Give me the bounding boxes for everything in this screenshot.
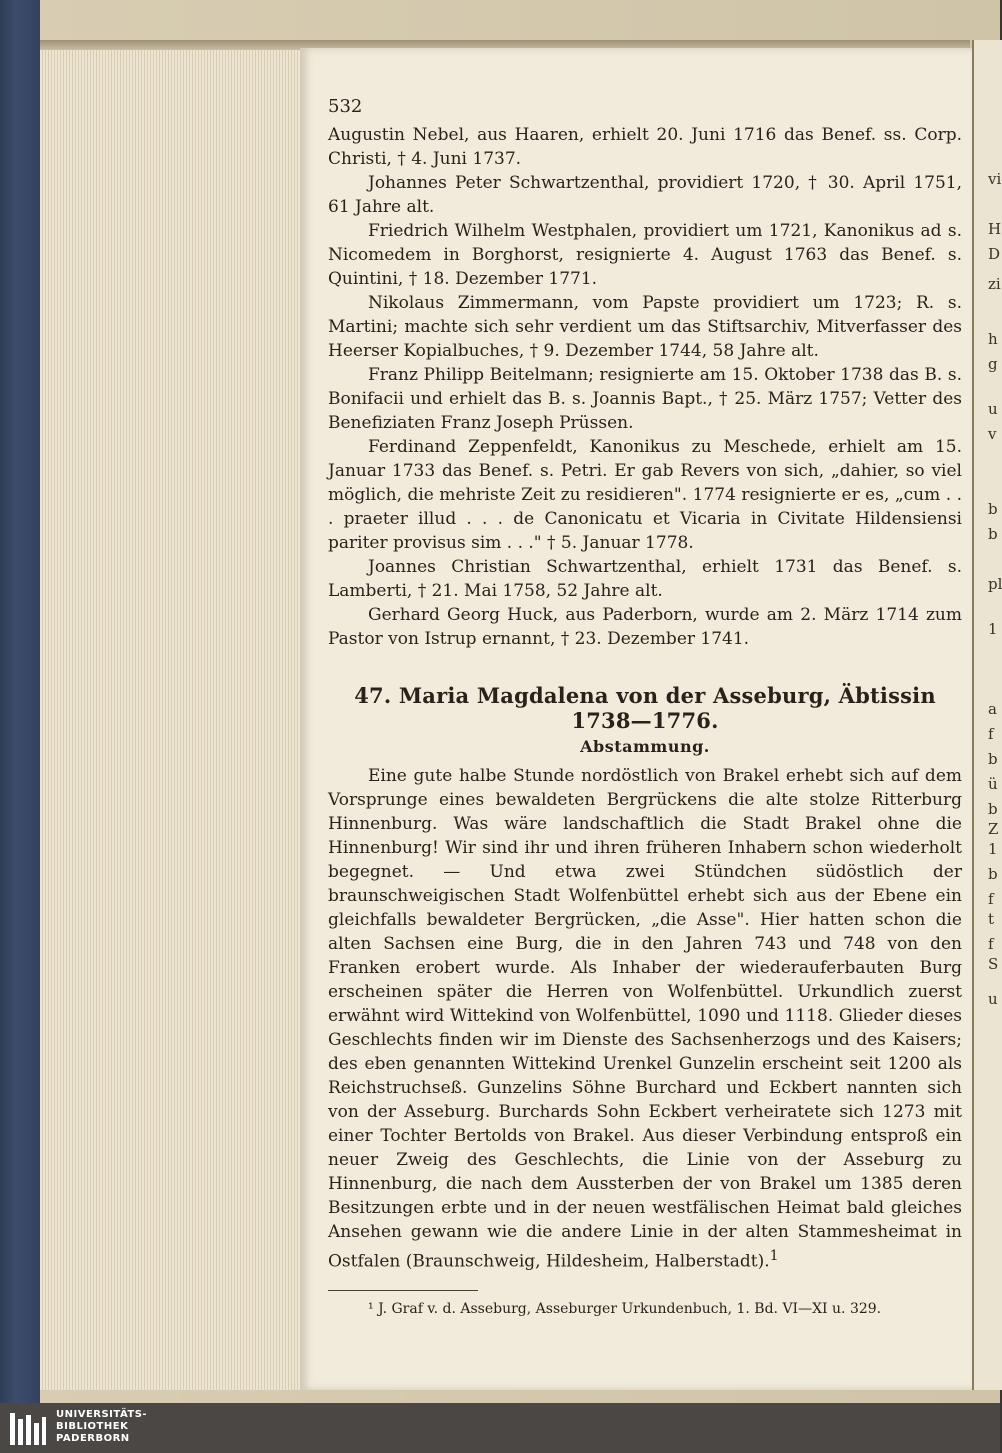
- next-page-fragment: h: [988, 330, 998, 348]
- next-page-fragment: Z: [988, 820, 999, 838]
- entry-paragraph: Augustin Nebel, aus Haaren, erhielt 20. Juni 1716 das Benef. ss. Corp. Christi, † 4. Juni 1737.: [328, 125, 962, 169]
- next-page-fragment: f: [988, 935, 994, 953]
- page-text: [328, 96, 962, 1319]
- next-page-fragment: u: [988, 990, 998, 1008]
- library-name-line: BIBLIOTHEK: [56, 1421, 129, 1432]
- next-page-fragment: vi: [988, 170, 1002, 188]
- next-page-fragment: f: [988, 725, 994, 743]
- next-page-fragment: H: [988, 220, 1002, 238]
- entry-paragraph: Johannes Peter Schwartzenthal, providiert 1720, † 30. April 1751, 61 Jahre alt.: [328, 173, 962, 217]
- next-page-fragment: b: [988, 525, 998, 543]
- next-page-fragment: 1: [988, 840, 998, 858]
- next-page-fragment: ü: [988, 775, 998, 793]
- section-body: [328, 764, 962, 1274]
- next-page-fragment: zi: [988, 275, 1001, 293]
- page-edges: [40, 50, 309, 1390]
- page-number: 532: [328, 96, 363, 117]
- next-page-fragment: pl: [988, 575, 1002, 593]
- next-page-fragment: g: [988, 355, 998, 373]
- entry-paragraph: Friedrich Wilhelm Westphalen, providiert um 1721, Kanonikus ad s. Nicomedem in Borghorst, resignierte 4. August 1763 das Benef. s. Quintini, † 18. Dezember 1771.: [328, 221, 962, 289]
- next-page-fragment: b: [988, 800, 998, 818]
- next-page-fragment: 1: [988, 620, 998, 638]
- library-footer: [0, 1403, 1000, 1453]
- next-page-fragment: a: [988, 700, 997, 718]
- next-page-fragment: D: [988, 245, 1001, 263]
- library-logo-icon: [8, 1411, 48, 1447]
- next-page-fragment: v: [988, 425, 997, 443]
- section-subheading: Abstammung.: [580, 737, 710, 756]
- footnote-ref: 1: [769, 1248, 779, 1264]
- next-page-fragment: S: [988, 955, 999, 973]
- book-binding: [0, 0, 40, 1403]
- footnote-rule: [328, 1290, 478, 1291]
- next-page-fragment: b: [988, 865, 998, 883]
- section-body-text: Eine gute halbe Stunde nordöstlich von Brakel erhebt sich auf dem Vorsprunge eines bewaldeten Bergrückens die alte stolze Ritterburg Hinnenburg. Was wäre landschaftlich die Stadt Brakel ohne die Hinnenburg! Wir sind ihr und ihren früheren Inhabern schon wiederholt begegnet. — Und etwa zwei Stündchen südöstlich der braunschweigischen Stadt Wolfenbüttel erhebt sich aus der Ebene ein gleichfalls bewaldeter Bergrücken, „die Asse". Hier hatten schon die alten Sachsen eine Burg, die in den Jahren 743 und 748 von den Franken erobert wurde. Als Inhaber der wiederauferbauten Burg erscheinen später die Herren von Wolfenbüttel. Urkundlich zuerst erwähnt wird Wittekind von Wolfenbüttel, 1090 und 1118. Glieder dieses Geschlechts finden wir im Dienste des Sachsenherzogs und des Kaisers; des eben genannten Wittekind Urenkel Gunzelin erscheint seit 1200 als Reichstruchseß. Gunzelins Söhne Burchard und Eckbert nannten sich von der Asseburg. Burchards Sohn Eckbert verheiratete sich 1273 mit einer Tochter Bertolds von Brakel. Aus dieser Verbindung entsproß ein neuer Zweig des Geschlechts, die Linie von der Asseburg zu Hinnenburg, die nach dem Aussterben der von Brakel um 1385 deren Besitzungen erbte und in der neuen westfälischen Heimat bald gleiches Ansehen gewann wie die andere Linie in der alten Stammesheimat in Ostfalen (Braunschweig, Hildesheim, Halberstadt).: [328, 766, 962, 1272]
- next-page-edge: [972, 40, 1002, 1390]
- section-heading: 47. Maria Magdalena von der Asseburg, Äbtissin 1738—1776.: [354, 683, 936, 733]
- next-page-fragment: u: [988, 400, 998, 418]
- footnote: ¹ J. Graf v. d. Asseburg, Asseburger Urkundenbuch, 1. Bd. VI—XI u. 329.: [368, 1300, 882, 1317]
- next-page-fragment: b: [988, 750, 998, 768]
- next-page-fragment: t: [988, 910, 995, 928]
- entry-paragraph: Nikolaus Zimmermann, vom Papste providiert um 1723; R. s. Martini; machte sich sehr verdient um das Stiftsarchiv, Mitverfasser des Heerser Kopialbuches, † 9. Dezember 1744, 58 Jahre alt.: [328, 293, 962, 361]
- entry-paragraph: Joannes Christian Schwartzenthal, erhielt 1731 das Benef. s. Lamberti, † 21. Mai 1758, 52 Jahre alt.: [328, 557, 962, 601]
- next-page-fragment: b: [988, 500, 998, 518]
- entry-paragraph: Franz Philipp Beitelmann; resignierte am 15. Oktober 1738 das B. s. Bonifacii und erhielt das B. s. Joannis Bapt., † 25. März 1757; Vetter des Benefiziaten Franz Joseph Prüssen.: [328, 365, 962, 433]
- entry-paragraph: Gerhard Georg Huck, aus Paderborn, wurde am 2. März 1714 zum Pastor von Istrup ernannt, † 23. Dezember 1741.: [328, 605, 962, 649]
- library-name: [56, 1409, 147, 1445]
- next-page-fragment: f: [988, 890, 994, 908]
- library-name-line: PADERBORN: [56, 1433, 130, 1444]
- library-name-line: UNIVERSITÄTS-: [56, 1409, 148, 1420]
- entry-paragraph: Ferdinand Zeppenfeldt, Kanonikus zu Meschede, erhielt am 15. Januar 1733 das Benef. s. Petri. Er gab Revers von sich, „dahier, so viel möglich, die mehriste Zeit zu residieren". 1774 resignierte er es, „cum . . . praeter illud . . . de Canonicatu et Vicaria in Civitate Hildensiensi pariter provisus sim . . ." † 5. Januar 1778.: [328, 437, 962, 553]
